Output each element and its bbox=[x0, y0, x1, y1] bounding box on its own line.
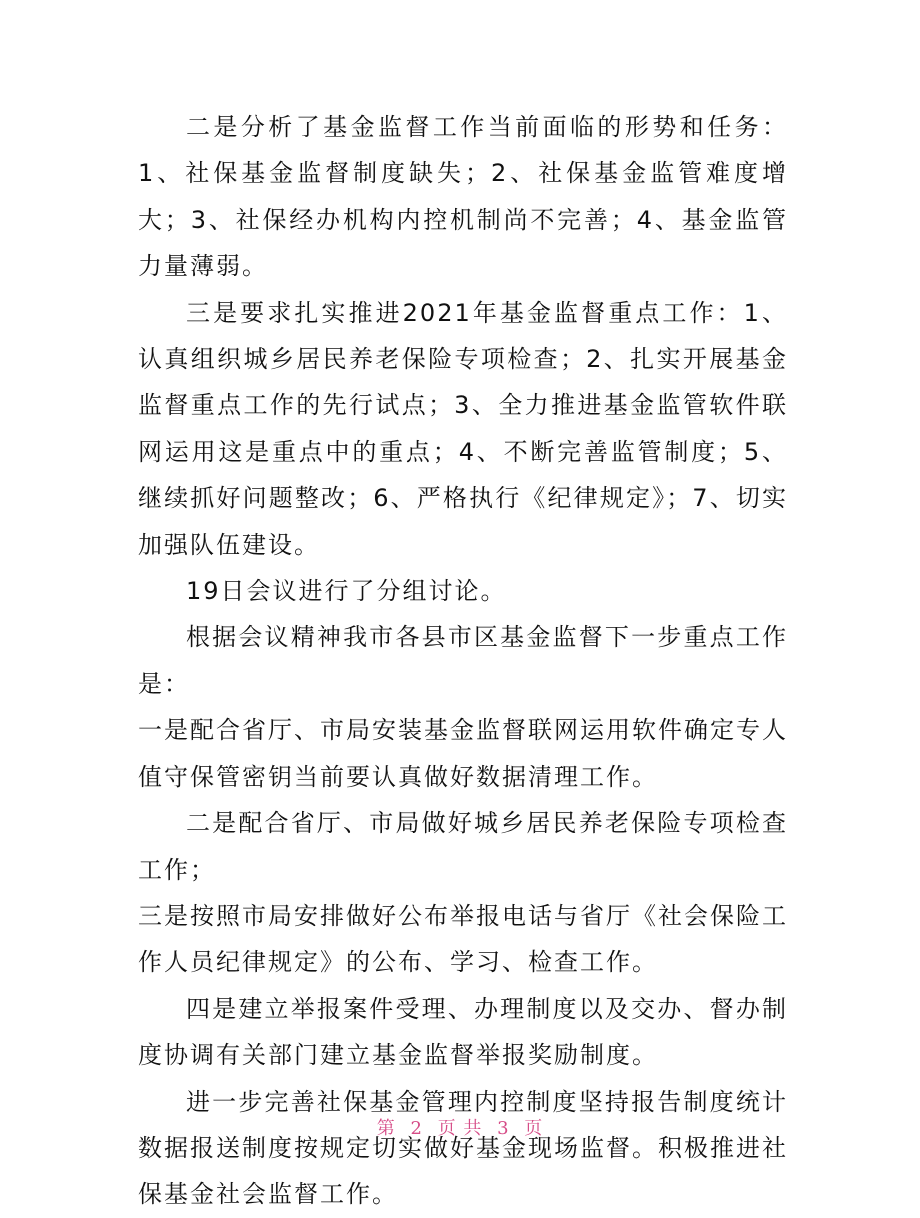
footer-total-pages: 3 bbox=[497, 1118, 510, 1139]
paragraph-step-one: 一是配合省厅、市局安装基金监督联网运用软件确定专人值守保管密钥当前要认真做好数据清理工作。 bbox=[138, 716, 788, 791]
footer-middle: 页 共 bbox=[437, 1118, 483, 1139]
footer-prefix: 第 bbox=[376, 1118, 396, 1139]
page-footer bbox=[0, 1114, 920, 1140]
paragraph-step-three: 三是按照市局安排做好公布举报电话与省厅《社会保险工作人员纪律规定》的公布、学习、检查工作。 bbox=[138, 901, 788, 977]
paragraph-internal-control: 进一步完善社保基金管理内控制度坚持报告制度统计数据报送制度按规定切实做好基金现场监督。积极推进社保基金社会监督工作。 bbox=[138, 1087, 788, 1209]
paragraph-group-discussion: 19日会议进行了分组讨论。 bbox=[186, 577, 507, 606]
paragraph-step-four: 四是建立举报案件受理、办理制度以及交办、督办制度协调有关部门建立基金监督举报奖励制度。 bbox=[138, 994, 788, 1070]
footer-suffix: 页 bbox=[524, 1118, 544, 1139]
document-body bbox=[138, 104, 788, 1218]
paragraph-key-tasks: 三是要求扎实推进2021年基金监督重点工作：1、认真组织城乡居民养老保险专项检查；2、扎实开展基金监督重点工作的先行试点；3、全力推进基金监管软件联网运用这是重点中的重点；4、不断完善监管制度；5、继续抓好问题整改；6、严格执行《纪律规定》；7、切实加强队伍建设。 bbox=[138, 298, 788, 559]
paragraph-analysis: 二是分析了基金监督工作当前面临的形势和任务：1、社保基金监督制度缺失；2、社保基金监管难度增大；3、社保经办机构内控机制尚不完善；4、基金监管力量薄弱。 bbox=[138, 113, 788, 281]
paragraph-next-steps-intro: 根据会议精神我市各县市区基金监督下一步重点工作是： bbox=[138, 623, 788, 698]
paragraph-step-two: 二是配合省厅、市局做好城乡居民养老保险专项检查工作； bbox=[138, 809, 788, 884]
footer-current-page: 2 bbox=[410, 1118, 423, 1139]
